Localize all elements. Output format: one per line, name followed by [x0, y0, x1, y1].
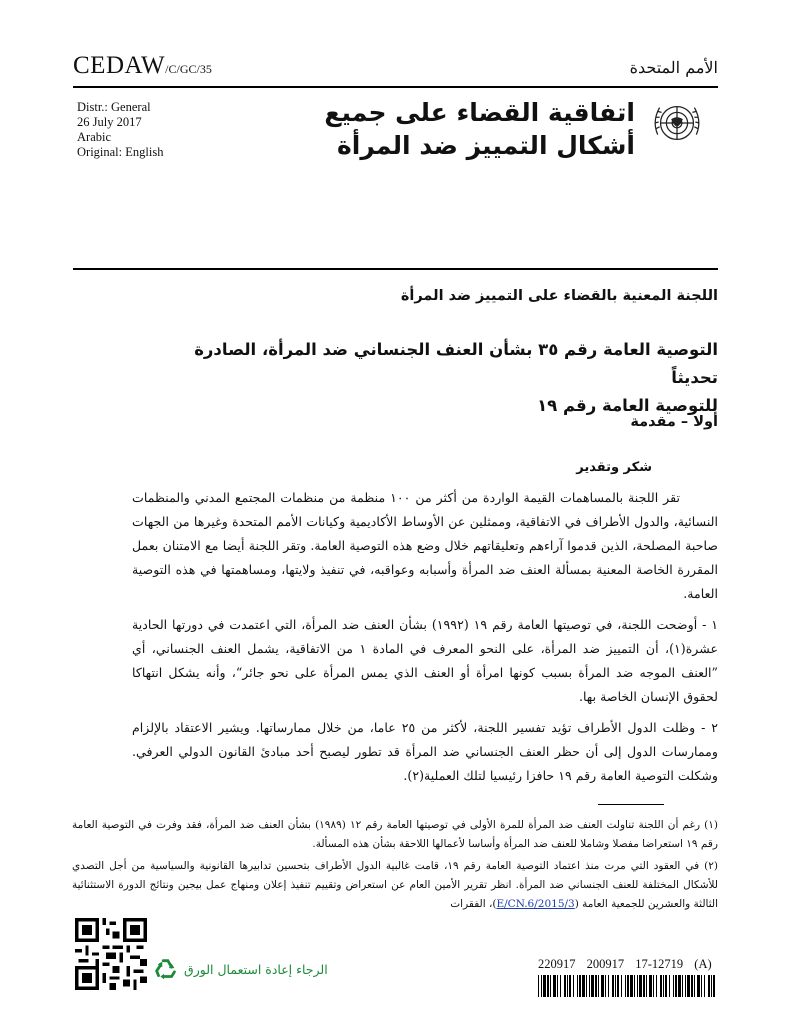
symbol-main: CEDAW [73, 52, 166, 79]
barcode-bar [660, 975, 662, 997]
barcode-bar [669, 975, 670, 997]
un-emblem-icon [648, 94, 706, 152]
convention-title [324, 96, 635, 162]
barcode-bar [617, 975, 619, 997]
barcode-bar [678, 975, 681, 997]
barcode-bar [577, 975, 578, 997]
barcode-bar [685, 975, 686, 997]
barcode-bar [656, 975, 657, 997]
barcode-bar [704, 975, 705, 997]
barcode-bar [612, 975, 614, 997]
barcode-bar [595, 975, 597, 997]
barcode-bar [589, 975, 590, 997]
barcode-bar [639, 975, 642, 997]
footnote-2 [72, 857, 718, 914]
barcode-bar [582, 975, 585, 997]
document-symbol [73, 52, 212, 80]
document-number: 220917 200917 17-12719 (A) [538, 957, 712, 971]
barcode-bar [673, 975, 674, 997]
document-title [158, 336, 718, 420]
barcode-bar [586, 975, 587, 997]
symbol-sub: /C/GC/35 [165, 62, 212, 76]
barcode-bar [701, 975, 702, 997]
original-line: Original: English [77, 145, 164, 159]
barcode-bar [598, 975, 599, 997]
footnote-1: (١) رغم أن اللجنة تناولت العنف ضد المرأة للمرة الأولى في توصيتها العامة رقم ١٢ (١٩٨٩) بشأن العنف ضد المرأة، فقد وفرت في التوصية العامة رقم ١٩ استعراضا مفصلا وشاملا للعنف ضد المرأة وأساسا لأعمالها اللاحقة بشأن هذه المسألة. [72, 819, 718, 850]
barcode-bar [560, 975, 561, 997]
date-line: 26 July 2017 [77, 115, 142, 129]
barcode-bar [649, 975, 652, 997]
convention-title-line2: أشكال التمييز ضد المرأة [337, 131, 635, 160]
section-heading: أولا – مقدمة [630, 414, 718, 430]
subheading: شكر وتقدير [576, 460, 652, 475]
recycle-icon [152, 956, 180, 984]
recycle-text: الرجاء إعادة استعمال الورق [184, 962, 328, 977]
document-title-line2: للتوصية العامة رقم ١٩ [537, 396, 718, 415]
barcode-bar [569, 975, 571, 997]
committee-name: اللجنة المعنية بالقضاء على التمييز ضد المرأة [400, 288, 718, 304]
barcode-bar [601, 975, 604, 997]
intro-paragraph: تقر اللجنة بالمساهمات القيمة الواردة من أكثر من ١٠٠ منظمة من منظمات المجتمع المدني والمنظمات النسائية، والدول الأطراف في الاتفاقية، وممثلين عن الأوساط الأكاديمية وكيانات الأمم المتحدة وغيرها من الجهات صاحبة المصلحة، الذين قدموا آراءهم وتعليقاتهم خلال وضع هذه التوصية العامة. وتقر اللجنة أيضا مع الامتنان بعمل المقررة الخاصة المعنية بمسألة العنف ضد المرأة وأسبابه وعواقبه، في تنفيذ ولايتها، ومساهمتها في هذه التوصية العامة. [132, 490, 718, 601]
paragraph-1: ١ - أوضحت اللجنة، في توصيتها العامة رقم ١٩ (١٩٩٢) بشأن العنف ضد المرأة، التي اعتمدت في دورتها الحادية عشرة(١)، أن التمييز ضد المرأة، على النحو المعرف في المادة ١ من الاتفاقية، يشمل العنف الجنساني، أي ”العنف الموجه ضد المرأة بسبب كونها امرأة أو العنف الذي يمس المرأة على نحو جائر“، وأنه يشكل انتهاكا لحقوق الإنسان الخاصة بها. [132, 617, 718, 704]
document-title-line1: التوصية العامة رقم ٣٥ بشأن العنف الجنساني ضد المرأة، الصادرة تحديثاً [194, 340, 718, 387]
barcode-bar [567, 975, 568, 997]
barcode-bar [653, 975, 654, 997]
distribution-block [77, 100, 163, 160]
barcode-bar [591, 975, 594, 997]
distr-line: Distr.: General [77, 100, 151, 114]
barcode-bar [708, 975, 710, 997]
barcode-bar [615, 975, 616, 997]
barcode-bar [713, 975, 715, 997]
barcode-bar [711, 975, 712, 997]
united-nations-arabic: الأمم المتحدة [629, 58, 718, 77]
footnote-2-end: )، الفقرات [450, 898, 497, 910]
barcode-bar [643, 975, 645, 997]
barcode-bar [608, 975, 609, 997]
barcode-bar [691, 975, 693, 997]
barcode-bar [625, 975, 626, 997]
barcode-bar [579, 975, 581, 997]
footnote-2-text: (٢) في العقود التي مرت منذ اعتماد التوصية العامة رقم ١٩، قامت غالبية الدول الأطراف بتحسين تدابيرها القانونية والسياسية من أجل التصدي للأشكال المختلفة للعنف الجنساني ضد المرأة. انظر تقرير الأمين العام عن استعراض وتقييم تنفيذ إعلان ومنهاج عمل بيجين ونتائج الدورة الاستثنائية الثالثة والعشرين للجمعية العامة ( [72, 860, 718, 910]
barcode-bar [646, 975, 647, 997]
barcode-bar [630, 975, 633, 997]
barcode-bar [682, 975, 683, 997]
barcode-bar [557, 975, 558, 997]
barcode-bar [543, 975, 546, 997]
barcode-bar [675, 975, 677, 997]
barcode-bar [573, 975, 574, 997]
barcode-bar [564, 975, 566, 997]
barcode-bar [634, 975, 635, 997]
title-rule [73, 268, 718, 270]
footnote-separator [598, 804, 664, 805]
barcode-bar [665, 975, 667, 997]
barcode-bar [553, 975, 556, 997]
barcode-icon [538, 975, 718, 997]
barcode-bar [697, 975, 700, 997]
barcode-bar [621, 975, 622, 997]
barcode-bar [547, 975, 549, 997]
qr-code-icon [75, 918, 147, 990]
barcode-bar [550, 975, 551, 997]
barcode-bar [541, 975, 542, 997]
barcode-bar [605, 975, 606, 997]
barcode-bar [538, 975, 539, 997]
language-line: Arabic [77, 130, 112, 144]
barcode-bar [687, 975, 690, 997]
document-link[interactable]: E/CN.6/2015/3 [496, 898, 575, 910]
barcode-bar [694, 975, 695, 997]
barcode-bar [627, 975, 629, 997]
barcode-bar [637, 975, 638, 997]
paragraph-2: ٢ - وظلت الدول الأطراف تؤيد تفسير اللجنة، لأكثر من ٢٥ عاما، من خلال ممارساتها. ويشير الاعتقاد بالإلزام وممارسات الدول إلى أن حظر العنف الجنساني ضد المرأة قد تطور ليصبح أحد مبادئ القانون الدولي العرفي. وشكلت التوصية العامة رقم ١٩ حافزا رئيسيا لتلك العملية(٢). [132, 720, 719, 783]
header-rule [73, 86, 718, 88]
barcode-bar [663, 975, 664, 997]
convention-title-line1: اتفاقية القضاء على جميع [324, 98, 635, 127]
